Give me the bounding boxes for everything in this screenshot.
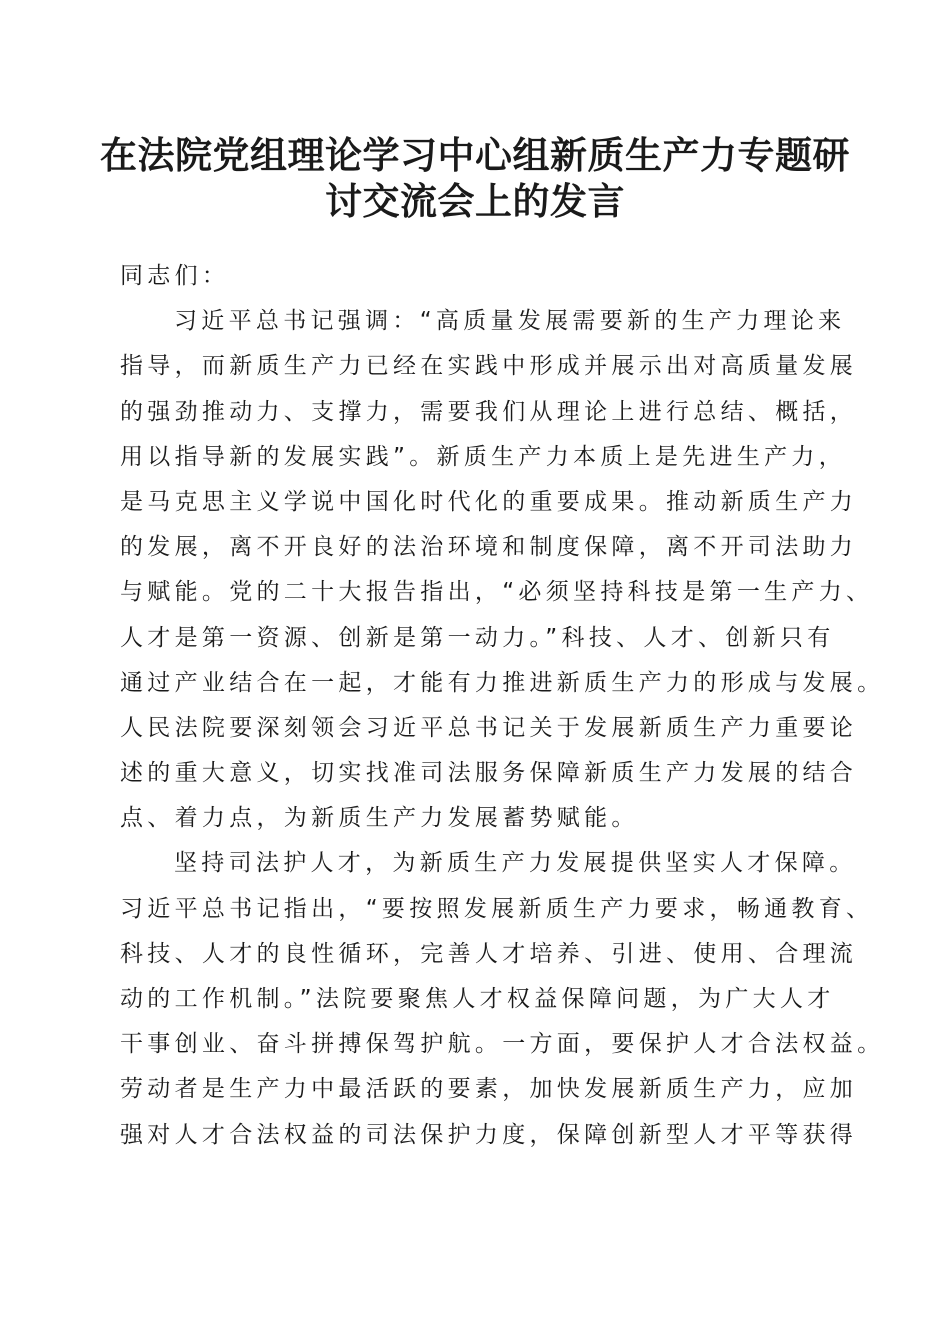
text-line: 干事创业、奋斗拼搏保驾护航。一方面，要保护人才合法权益。 — [120, 1031, 885, 1058]
text-line: 是马克思主义学说中国化时代化的重要成果。推动新质生产力 — [120, 488, 858, 515]
text-line: 的发展，离不开良好的法治环境和制度保障，离不开司法助力 — [120, 534, 858, 561]
text-line: 劳动者是生产力中最活跃的要素，加快发展新质生产力，应加 — [120, 1076, 858, 1103]
text-line: 点、着力点，为新质生产力发展蓄势赋能。 — [120, 805, 639, 832]
text-line: 习近平总书记指出，“要按照发展新质生产力要求，畅通教育、 — [120, 895, 874, 922]
text-line: 动的工作机制。”法院要聚焦人才权益保障问题，为广大人才 — [120, 986, 835, 1012]
text-line: 的强劲推动力、支撑力，需要我们从理论上进行总结、概括， — [120, 398, 858, 425]
title-line-1: 在法院党组理论学习中心组新质生产力专题研 — [100, 133, 850, 177]
salutation: 同志们： — [120, 263, 230, 289]
text-line: 科技、人才的良性循环，完善人才培养、引进、使用、合理流 — [120, 940, 858, 967]
document-body — [120, 254, 885, 1158]
title-line-2: 讨交流会上的发言 — [325, 179, 625, 223]
text-line: 人民法院要深刻领会习近平总书记关于发展新质生产力重要论 — [120, 714, 858, 741]
text-line: 坚持司法护人才，为新质生产力发展提供坚实人才保障。 — [174, 850, 857, 877]
text-line: 人才是第一资源、创新是第一动力。”科技、人才、创新只有 — [120, 624, 835, 651]
text-line: 通过产业结合在一起，才能有力推进新质生产力的形成与发展。 — [120, 669, 885, 696]
text-line: 用以指导新的发展实践”。新质生产力本质上是先进生产力， — [120, 443, 847, 470]
text-line: 与赋能。党的二十大报告指出，“必须坚持科技是第一生产力、 — [120, 579, 874, 606]
text-line: 指导，而新质生产力已经在实践中形成并展示出对高质量发展 — [120, 353, 858, 380]
text-line: 述的重大意义，切实找准司法服务保障新质生产力发展的结合 — [120, 760, 858, 787]
text-line: 强对人才合法权益的司法保护力度，保障创新型人才平等获得 — [120, 1121, 858, 1148]
document-title — [100, 132, 850, 224]
text-line: 习近平总书记强调：“高质量发展需要新的生产力理论来 — [174, 308, 846, 335]
